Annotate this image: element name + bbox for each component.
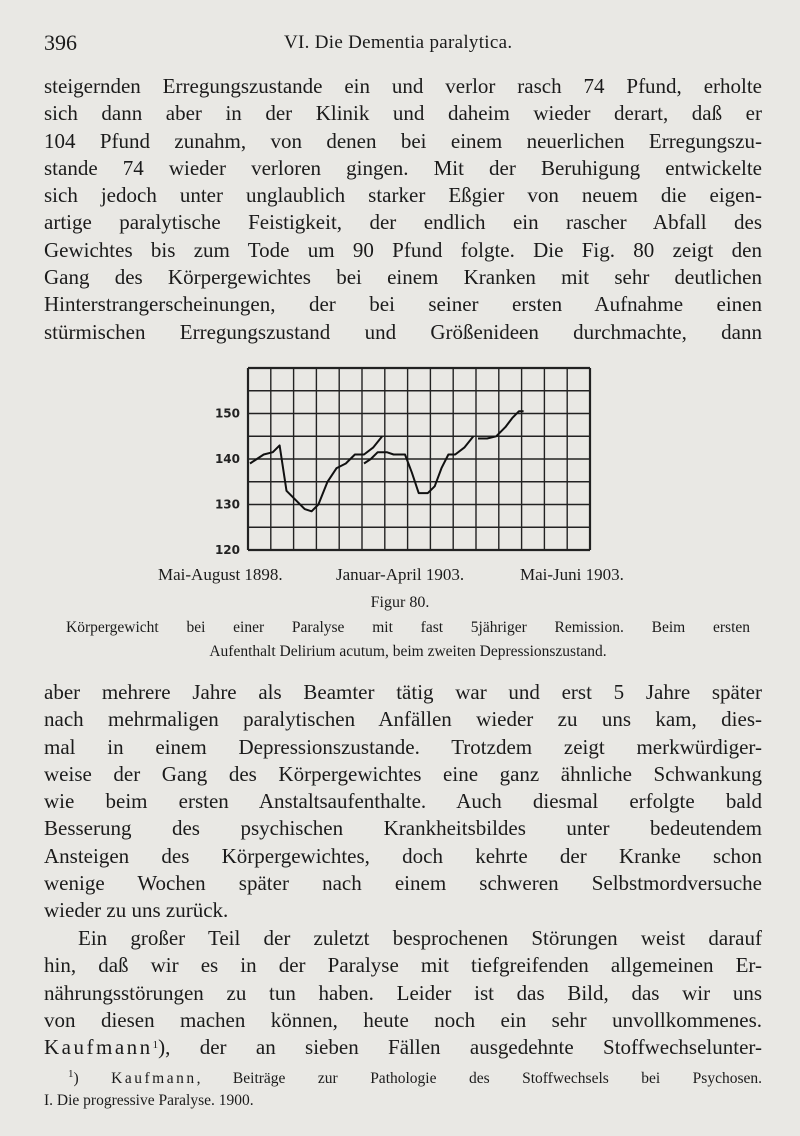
text-line: stürmischen Erregungszustand und Größenideen durchmachte, dann [44, 319, 762, 344]
text-line: von diesen machen können, heute noch ein sehr unvollkommenes. [44, 1007, 762, 1032]
text-line: Besserung des psychischen Krankheitsbildes unter bedeutendem [44, 816, 762, 841]
text-line: wenige Wochen später nach einem schweren Selbstmordversuche [44, 871, 762, 896]
weight-series-line [364, 436, 473, 493]
text-line: aber mehrere Jahre als Beamter tätig war und erst 5 Jahre später [44, 680, 762, 704]
author-name: Kaufmann [44, 1035, 153, 1060]
footnote-line [44, 1068, 762, 1090]
footnote-mark: 1 [68, 1068, 74, 1080]
text-line: stande 74 wieder verloren gingen. Mit der Beruhigung entwickelte [44, 155, 762, 180]
text-line: Gewichtes bis zum Tode um 90 Pfund folgte. Die Fig. 80 zeigt den [44, 237, 762, 262]
footnote [44, 1068, 762, 1112]
page-number: 396 [44, 30, 77, 55]
text-line: Hinterstrangerscheinungen, der bei seiner ersten Aufnahme einen [44, 292, 762, 317]
text-line: nach mehrmaligen paralytischen Anfällen wieder zu uns kam, dies- [44, 707, 762, 732]
text-line: wie beim ersten Anstaltsaufenthalte. Auch diesmal erfolgte bald [44, 789, 762, 814]
running-title: VI. Die Dementia paralytica. [284, 32, 513, 53]
y-tick-label: 150 [214, 406, 240, 421]
text-line: Ansteigen des Körpergewichtes, doch kehrte der Kranke schon [44, 843, 762, 868]
text-line: steigernden Erregungszustande ein und verlor rasch 74 Pfund, erholte [44, 74, 762, 98]
text-line: mal in einem Depressionszustande. Trotzdem zeigt merkwürdiger- [44, 734, 762, 759]
text-line: Ein großer Teil der zuletzt besprochenen Störungen weist darauf [78, 926, 762, 950]
period-label: Mai-Juni 1903. [520, 565, 624, 584]
text-line: wieder zu uns zurück. [44, 898, 229, 923]
y-tick-label: 130 [214, 497, 240, 512]
text-line: sich jedoch unter unglaublich starker Eßgier von neuem die eigen- [44, 183, 762, 208]
text-line: hin, daß wir es in der Paralyse mit tiefgreifenden allgemeinen Er- [44, 953, 762, 978]
weight-series-line [478, 411, 524, 438]
text-line: weise der Gang des Körpergewichtes eine ganz ähnliche Schwankung [44, 761, 762, 786]
caption-line: Aufenthalt Delirium acutum, beim zweiten Depressionszustand. [209, 643, 607, 660]
text-line: artige paralytische Feistigkeit, der endlich ein rascher Abfall des [44, 210, 762, 235]
paragraph-top [44, 73, 762, 346]
figure-label: Figur 80. [370, 594, 430, 611]
running-head [44, 30, 764, 60]
text-line: Gang des Körpergewichtes bei einem Kranken mit sehr deutlichen [44, 265, 762, 290]
period-label: Januar-April 1903. [336, 565, 465, 584]
y-tick-label: 120 [214, 543, 240, 557]
figure-caption [66, 616, 750, 664]
footnote-text: , Beiträge zur Pathologie des Stoffwechsels bei Psychosen. [196, 1070, 762, 1087]
paragraph-bottom [44, 925, 762, 1061]
text-line: 104 Pfund zunahm, von denen bei einem neuerlichen Erregungszu- [44, 128, 762, 153]
text-line [44, 1034, 762, 1061]
y-tick-label: 140 [214, 452, 240, 466]
weight-chart-svg [208, 362, 598, 562]
footnote-paren: ) [73, 1070, 112, 1087]
footnote-mark: 1 [152, 1039, 159, 1052]
text-line-rest: ), der an sieben Fällen ausgedehnte Stoffwechselunter- [158, 1035, 762, 1060]
text-line: nährungsstörungen zu tun haben. Leider ist das Bild, das wir uns [44, 980, 762, 1005]
weight-chart [208, 362, 598, 562]
caption-line: Körpergewicht bei einer Paralyse mit fast 5jähriger Remission. Beim ersten [66, 619, 750, 636]
text-line: sich dann aber in der Klinik und daheim wieder derart, daß er [44, 101, 762, 126]
footnote-line: I. Die progressive Paralyse. 1900. [44, 1092, 254, 1109]
footnote-author: Kaufmann [111, 1070, 197, 1087]
paragraph-middle [44, 679, 762, 925]
period-label: Mai-August 1898. [158, 565, 283, 584]
